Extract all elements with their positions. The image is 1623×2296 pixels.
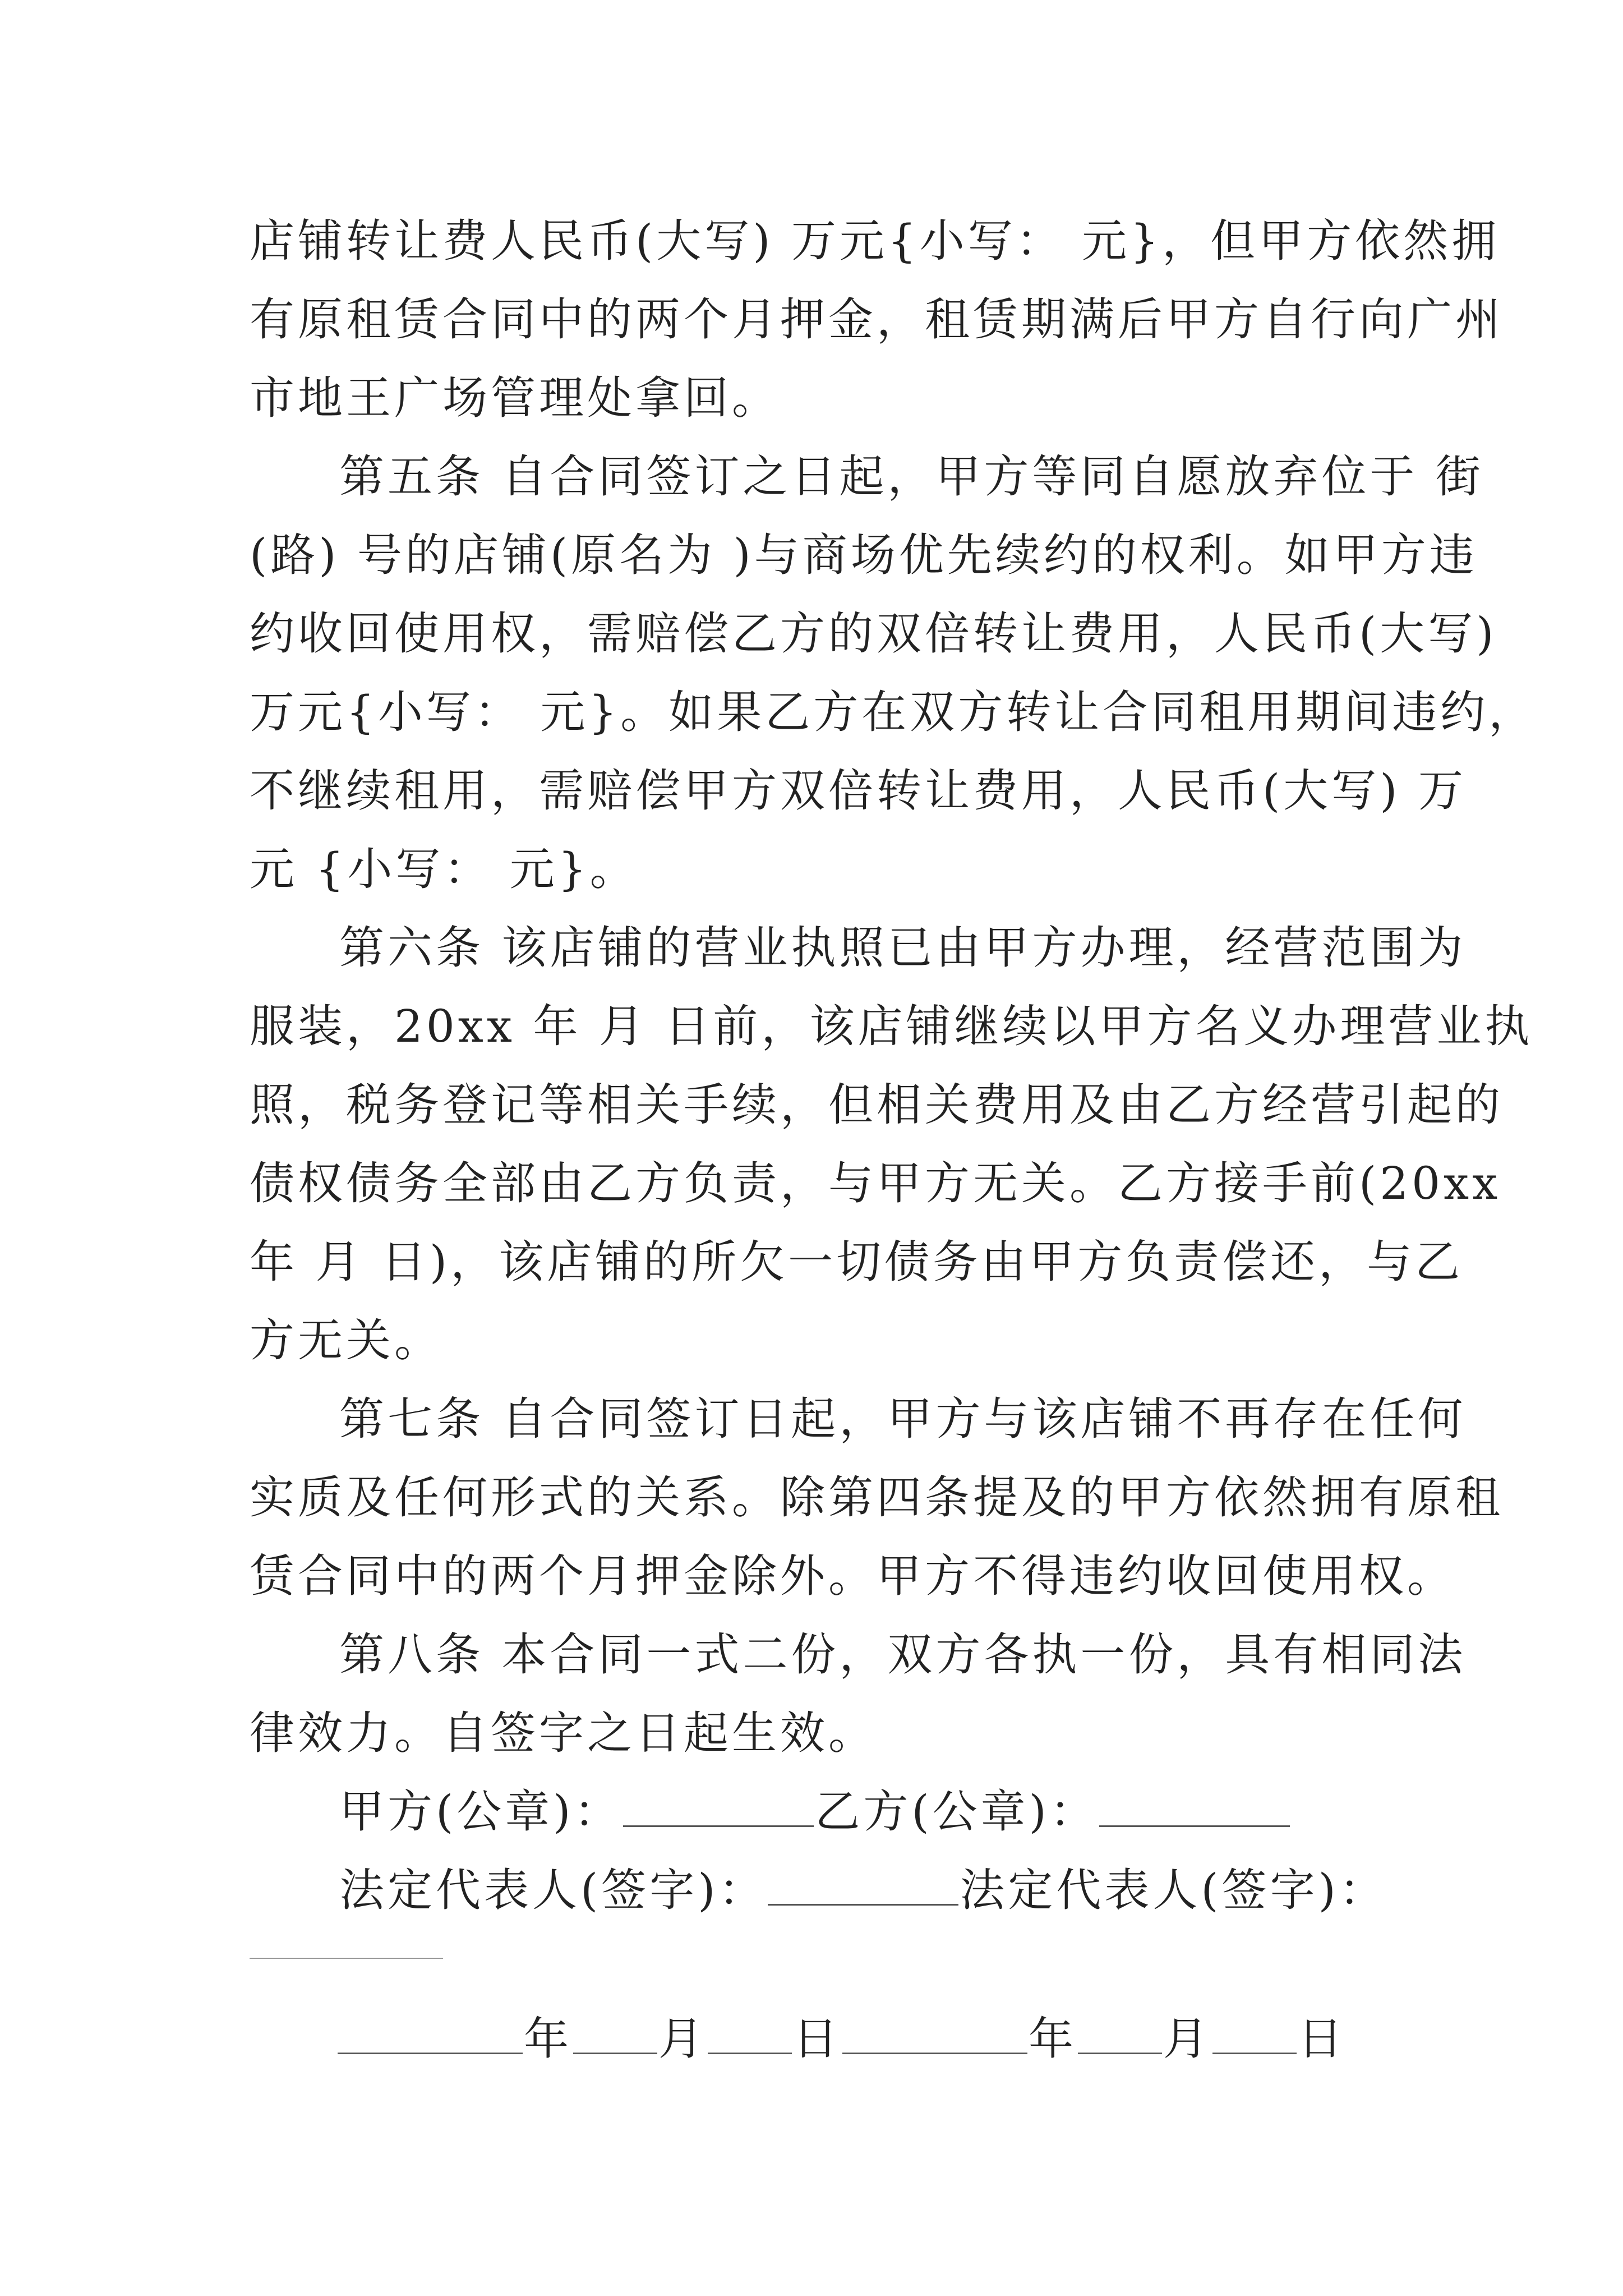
party-a-year-field[interactable] bbox=[338, 2013, 523, 2054]
text-line-11: 服装，20xx 年 月 日前，该店铺继续以甲方名义办理营业执 bbox=[250, 1000, 1533, 1052]
party-b-year-field[interactable] bbox=[842, 2013, 1027, 2054]
article-7-heading-line: 第七条 自合同签订日起，甲方与该店铺不再存在任何 bbox=[339, 1393, 1467, 1445]
text-line-17: 实质及任何形式的关系。除第四条提及的甲方依然拥有原租 bbox=[250, 1471, 1504, 1524]
text-line-3: 市地王广场管理处拿回。 bbox=[250, 372, 780, 424]
party-b-seal-field[interactable] bbox=[1099, 1786, 1290, 1827]
text-line-20: 律效力。自签字之日起生效。 bbox=[250, 1707, 877, 1759]
text-line-12: 照，税务登记等相关手续，但相关费用及由乙方经营引起的 bbox=[250, 1079, 1504, 1131]
date-line bbox=[336, 2011, 1346, 2073]
party-a-month-field[interactable] bbox=[573, 2013, 657, 2054]
party-b-year-label: 年 bbox=[1029, 2013, 1077, 2065]
party-a-year-label: 年 bbox=[524, 2013, 572, 2065]
party-a-rep-label: 法定代表人(签字)： bbox=[339, 1864, 767, 1916]
text-line-7: 万元{小写： 元}。如果乙方在双方转让合同租用期间违约， bbox=[250, 686, 1537, 738]
representative-line bbox=[339, 1862, 1387, 1924]
party-b-day-label: 日 bbox=[1298, 2013, 1346, 2065]
party-a-month-label: 月 bbox=[658, 2013, 707, 2065]
text-line-6: 约收回使用权，需赔偿乙方的双倍转让费用，人民币(大写) bbox=[250, 608, 1497, 660]
party-b-seal-label: 乙方(公章)： bbox=[815, 1786, 1098, 1838]
text-line-18: 赁合同中的两个月押金除外。甲方不得违约收回使用权。 bbox=[250, 1550, 1455, 1602]
party-a-seal-label: 甲方(公章)： bbox=[339, 1786, 623, 1838]
article-5-heading-line: 第五条 自合同签订之日起，甲方等同自愿放弃位于 街 bbox=[339, 450, 1484, 503]
text-line-8: 不继续租用，需赔偿甲方双倍转让费用，人民币(大写) 万 bbox=[250, 765, 1467, 817]
party-a-day-field[interactable] bbox=[708, 2013, 792, 2054]
party-b-day-field[interactable] bbox=[1212, 2013, 1297, 2054]
text-line-5: (路) 号的店铺(原名为 )与商场优先续约的权利。如甲方违 bbox=[250, 529, 1478, 581]
text-line-13: 债权债务全部由乙方负责，与甲方无关。乙方接手前(20xx bbox=[250, 1157, 1501, 1209]
text-line-2: 有原租赁合同中的两个月押金，租赁期满后甲方自行向广州 bbox=[250, 293, 1504, 346]
party-b-month-label: 月 bbox=[1163, 2013, 1211, 2065]
party-a-seal-field[interactable] bbox=[623, 1786, 814, 1827]
text-line-9: 元 {小写： 元}。 bbox=[250, 843, 638, 895]
party-b-month-field[interactable] bbox=[1078, 2013, 1162, 2054]
article-8-heading-line: 第八条 本合同一式二份，双方各执一份，具有相同法 bbox=[339, 1628, 1467, 1681]
party-a-rep-field[interactable] bbox=[768, 1865, 958, 1906]
party-b-rep-label: 法定代表人(签字)： bbox=[960, 1864, 1387, 1916]
party-b-rep-field[interactable] bbox=[250, 1958, 443, 1959]
article-6-heading-line: 第六条 该店铺的营业执照已由甲方办理，经营范围为 bbox=[339, 922, 1467, 974]
seal-line bbox=[339, 1784, 1291, 1846]
party-a-day-label: 日 bbox=[793, 2013, 841, 2065]
text-line-14: 年 月 日)，该店铺的所欠一切债务由甲方负责偿还，与乙 bbox=[250, 1236, 1464, 1288]
text-line-1: 店铺转让费人民币(大写) 万元{小写： 元}，但甲方依然拥 bbox=[250, 215, 1500, 267]
text-line-15: 方无关。 bbox=[250, 1314, 442, 1366]
